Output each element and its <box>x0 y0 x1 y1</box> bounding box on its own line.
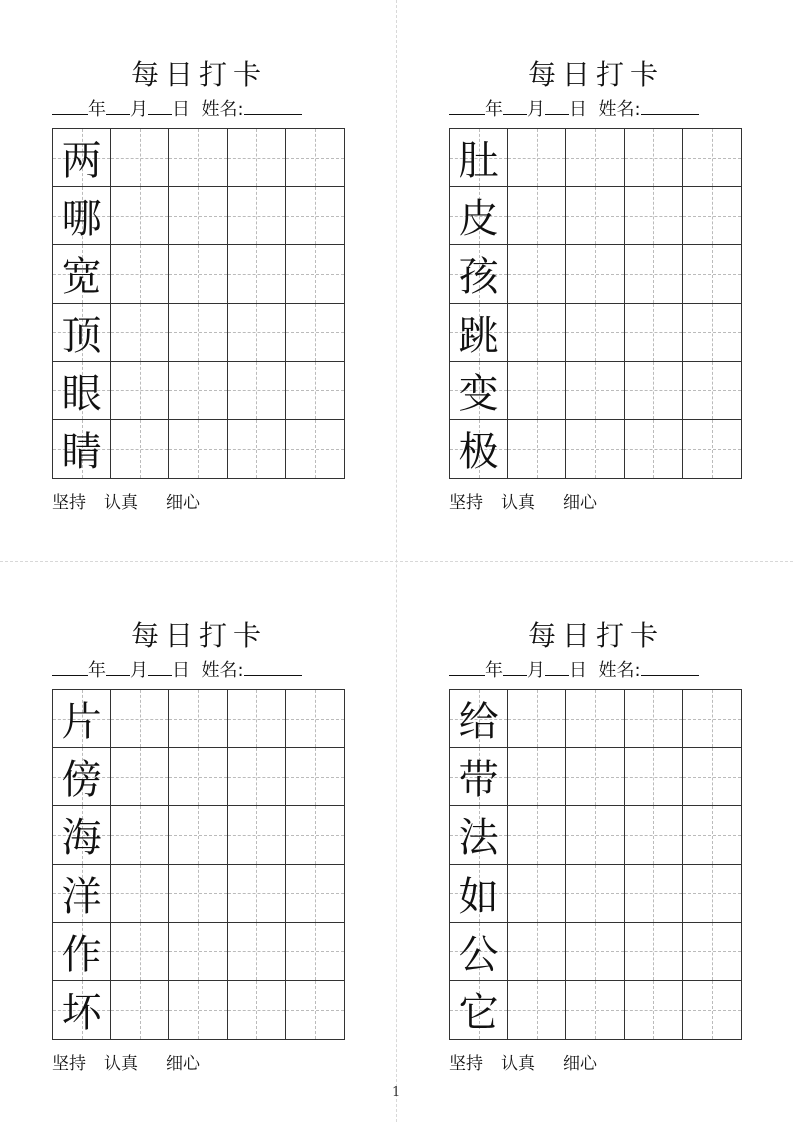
writing-cell[interactable] <box>169 187 227 245</box>
writing-cell[interactable] <box>508 187 566 245</box>
writing-cell[interactable] <box>111 304 169 362</box>
writing-cell[interactable] <box>169 690 227 748</box>
writing-cell[interactable] <box>111 187 169 245</box>
name-blank[interactable] <box>641 657 699 676</box>
model-cell <box>450 923 508 981</box>
model-cell <box>53 748 111 806</box>
model-cell <box>53 304 111 362</box>
writing-cell[interactable] <box>683 362 741 420</box>
horizontal-cut-line <box>0 561 793 562</box>
card-title: 每日打卡 <box>130 58 267 91</box>
writing-cell[interactable] <box>683 690 741 748</box>
writing-cell[interactable] <box>625 690 683 748</box>
writing-cell[interactable] <box>508 923 566 981</box>
name-blank[interactable] <box>244 657 302 676</box>
practice-character: 带 <box>458 757 499 804</box>
model-cell <box>450 981 508 1039</box>
writing-cell[interactable] <box>508 981 566 1039</box>
writing-cell[interactable] <box>169 806 227 864</box>
model-cell <box>450 129 508 187</box>
model-cell <box>53 923 111 981</box>
writing-cell[interactable] <box>508 129 566 187</box>
writing-cell[interactable] <box>625 362 683 420</box>
practice-character: 如 <box>458 873 499 920</box>
writing-cell[interactable] <box>508 362 566 420</box>
writing-cell[interactable] <box>625 806 683 864</box>
writing-cell[interactable] <box>111 420 169 478</box>
date-name-line <box>449 657 743 683</box>
motto-1: 坚持 <box>449 1054 483 1074</box>
day-label: 日 <box>172 99 190 120</box>
writing-cell[interactable] <box>228 362 286 420</box>
month-label: 月 <box>527 660 545 681</box>
writing-cell[interactable] <box>111 923 169 981</box>
name-label: 姓名: <box>598 660 641 681</box>
writing-cell[interactable] <box>111 748 169 806</box>
practice-character: 海 <box>61 815 102 862</box>
month-blank[interactable] <box>503 96 527 115</box>
model-cell <box>450 420 508 478</box>
year-label: 年 <box>88 99 106 120</box>
writing-cell[interactable] <box>625 865 683 923</box>
motto-2: 认真 <box>501 493 535 513</box>
writing-cell[interactable] <box>169 245 227 303</box>
practice-character: 眼 <box>61 370 102 417</box>
model-cell <box>53 806 111 864</box>
name-label: 姓名: <box>201 660 244 681</box>
writing-grid <box>52 128 345 479</box>
day-label: 日 <box>569 99 587 120</box>
writing-cell[interactable] <box>228 420 286 478</box>
model-cell <box>450 245 508 303</box>
practice-character: 洋 <box>61 873 102 920</box>
model-cell <box>450 304 508 362</box>
motto <box>52 1049 218 1074</box>
card-title: 每日打卡 <box>527 58 664 91</box>
writing-cell[interactable] <box>169 304 227 362</box>
practice-character: 坏 <box>61 990 102 1037</box>
writing-cell[interactable] <box>683 245 741 303</box>
writing-cell[interactable] <box>625 981 683 1039</box>
year-label: 年 <box>88 660 106 681</box>
year-blank[interactable] <box>449 96 485 115</box>
practice-character: 孩 <box>458 254 499 301</box>
writing-cell[interactable] <box>286 806 344 864</box>
writing-cell[interactable] <box>286 865 344 923</box>
day-label: 日 <box>172 660 190 681</box>
day-label: 日 <box>569 660 587 681</box>
motto-3: 细心 <box>563 493 597 513</box>
model-cell <box>53 420 111 478</box>
card-title: 每日打卡 <box>130 619 267 652</box>
motto-3: 细心 <box>166 1054 200 1074</box>
writing-cell[interactable] <box>566 362 624 420</box>
writing-cell[interactable] <box>286 245 344 303</box>
day-blank[interactable] <box>545 96 569 115</box>
writing-cell[interactable] <box>286 690 344 748</box>
practice-character: 哪 <box>61 196 102 243</box>
practice-character: 肚 <box>458 138 499 185</box>
writing-cell[interactable] <box>228 981 286 1039</box>
writing-grid <box>52 689 345 1040</box>
writing-cell[interactable] <box>683 420 741 478</box>
name-label: 姓名: <box>598 99 641 120</box>
writing-cell[interactable] <box>683 981 741 1039</box>
writing-cell[interactable] <box>228 865 286 923</box>
month-label: 月 <box>130 99 148 120</box>
writing-cell[interactable] <box>111 245 169 303</box>
practice-character: 宽 <box>61 254 102 301</box>
writing-cell[interactable] <box>508 865 566 923</box>
writing-cell[interactable] <box>625 129 683 187</box>
writing-cell[interactable] <box>228 245 286 303</box>
model-cell <box>450 690 508 748</box>
writing-cell[interactable] <box>566 690 624 748</box>
writing-cell[interactable] <box>228 748 286 806</box>
writing-cell[interactable] <box>228 304 286 362</box>
practice-character: 睛 <box>61 429 102 476</box>
writing-cell[interactable] <box>508 304 566 362</box>
motto-2: 认真 <box>104 1054 138 1074</box>
day-blank[interactable] <box>545 657 569 676</box>
model-cell <box>450 748 508 806</box>
practice-character: 片 <box>61 699 102 746</box>
writing-cell[interactable] <box>566 129 624 187</box>
writing-cell[interactable] <box>566 187 624 245</box>
month-blank[interactable] <box>106 96 130 115</box>
motto-1: 坚持 <box>449 493 483 513</box>
year-blank[interactable] <box>52 96 88 115</box>
writing-cell[interactable] <box>625 187 683 245</box>
writing-cell[interactable] <box>286 129 344 187</box>
practice-character: 顶 <box>61 312 102 359</box>
model-cell <box>53 865 111 923</box>
year-blank[interactable] <box>52 657 88 676</box>
writing-cell[interactable] <box>286 362 344 420</box>
writing-cell[interactable] <box>286 923 344 981</box>
month-label: 月 <box>130 660 148 681</box>
writing-cell[interactable] <box>625 923 683 981</box>
writing-cell[interactable] <box>169 129 227 187</box>
model-cell <box>450 865 508 923</box>
name-blank[interactable] <box>244 96 302 115</box>
writing-cell[interactable] <box>508 690 566 748</box>
writing-cell[interactable] <box>228 923 286 981</box>
name-label: 姓名: <box>201 99 244 120</box>
writing-cell[interactable] <box>566 245 624 303</box>
card-title: 每日打卡 <box>527 619 664 652</box>
writing-cell[interactable] <box>683 748 741 806</box>
writing-cell[interactable] <box>286 981 344 1039</box>
motto-2: 认真 <box>104 493 138 513</box>
day-blank[interactable] <box>148 96 172 115</box>
model-cell <box>53 129 111 187</box>
model-cell <box>450 806 508 864</box>
motto-2: 认真 <box>501 1054 535 1074</box>
writing-cell[interactable] <box>228 187 286 245</box>
writing-cell[interactable] <box>683 923 741 981</box>
page-number: 1 <box>392 1085 401 1100</box>
model-cell <box>450 187 508 245</box>
month-blank[interactable] <box>503 657 527 676</box>
writing-cell[interactable] <box>566 865 624 923</box>
motto-3: 细心 <box>166 493 200 513</box>
month-label: 月 <box>527 99 545 120</box>
practice-character: 两 <box>61 138 102 185</box>
practice-character: 皮 <box>458 196 499 243</box>
model-cell <box>53 362 111 420</box>
practice-character: 傍 <box>61 757 102 804</box>
writing-cell[interactable] <box>169 748 227 806</box>
date-name-line <box>52 657 346 683</box>
writing-cell[interactable] <box>111 129 169 187</box>
writing-cell[interactable] <box>683 806 741 864</box>
writing-cell[interactable] <box>508 806 566 864</box>
writing-cell[interactable] <box>286 420 344 478</box>
practice-character: 变 <box>458 370 499 417</box>
writing-cell[interactable] <box>683 865 741 923</box>
writing-cell[interactable] <box>228 806 286 864</box>
writing-cell[interactable] <box>683 304 741 362</box>
writing-cell[interactable] <box>566 806 624 864</box>
writing-cell[interactable] <box>508 420 566 478</box>
writing-cell[interactable] <box>566 748 624 806</box>
writing-cell[interactable] <box>286 304 344 362</box>
model-cell <box>450 362 508 420</box>
writing-cell[interactable] <box>286 748 344 806</box>
practice-character: 它 <box>458 990 499 1037</box>
writing-cell[interactable] <box>566 304 624 362</box>
writing-cell[interactable] <box>625 245 683 303</box>
writing-cell[interactable] <box>111 806 169 864</box>
writing-cell[interactable] <box>683 129 741 187</box>
date-name-line <box>52 96 346 122</box>
practice-character: 跳 <box>458 312 499 359</box>
practice-character: 给 <box>458 699 499 746</box>
practice-character: 作 <box>61 931 102 978</box>
writing-cell[interactable] <box>625 304 683 362</box>
writing-cell[interactable] <box>566 981 624 1039</box>
writing-cell[interactable] <box>566 420 624 478</box>
motto <box>52 488 218 513</box>
year-label: 年 <box>485 99 503 120</box>
year-label: 年 <box>485 660 503 681</box>
writing-cell[interactable] <box>169 420 227 478</box>
writing-cell[interactable] <box>169 981 227 1039</box>
writing-cell[interactable] <box>683 187 741 245</box>
writing-cell[interactable] <box>111 865 169 923</box>
model-cell <box>53 981 111 1039</box>
writing-cell[interactable] <box>286 187 344 245</box>
model-cell <box>53 690 111 748</box>
practice-character: 法 <box>458 815 499 862</box>
motto-1: 坚持 <box>52 1054 86 1074</box>
writing-cell[interactable] <box>111 362 169 420</box>
practice-character: 公 <box>458 931 499 978</box>
writing-cell[interactable] <box>228 129 286 187</box>
writing-cell[interactable] <box>169 865 227 923</box>
writing-cell[interactable] <box>111 690 169 748</box>
motto-3: 细心 <box>563 1054 597 1074</box>
writing-cell[interactable] <box>169 923 227 981</box>
writing-cell[interactable] <box>566 923 624 981</box>
writing-cell[interactable] <box>508 748 566 806</box>
motto <box>449 488 615 513</box>
writing-grid <box>449 128 742 479</box>
year-blank[interactable] <box>449 657 485 676</box>
practice-character: 极 <box>458 429 499 476</box>
writing-cell[interactable] <box>111 981 169 1039</box>
day-blank[interactable] <box>148 657 172 676</box>
writing-cell[interactable] <box>625 748 683 806</box>
date-name-line <box>449 96 743 122</box>
motto-1: 坚持 <box>52 493 86 513</box>
writing-cell[interactable] <box>625 420 683 478</box>
writing-cell[interactable] <box>169 362 227 420</box>
name-blank[interactable] <box>641 96 699 115</box>
writing-cell[interactable] <box>508 245 566 303</box>
model-cell <box>53 245 111 303</box>
motto <box>449 1049 615 1074</box>
writing-cell[interactable] <box>228 690 286 748</box>
model-cell <box>53 187 111 245</box>
writing-grid <box>449 689 742 1040</box>
month-blank[interactable] <box>106 657 130 676</box>
